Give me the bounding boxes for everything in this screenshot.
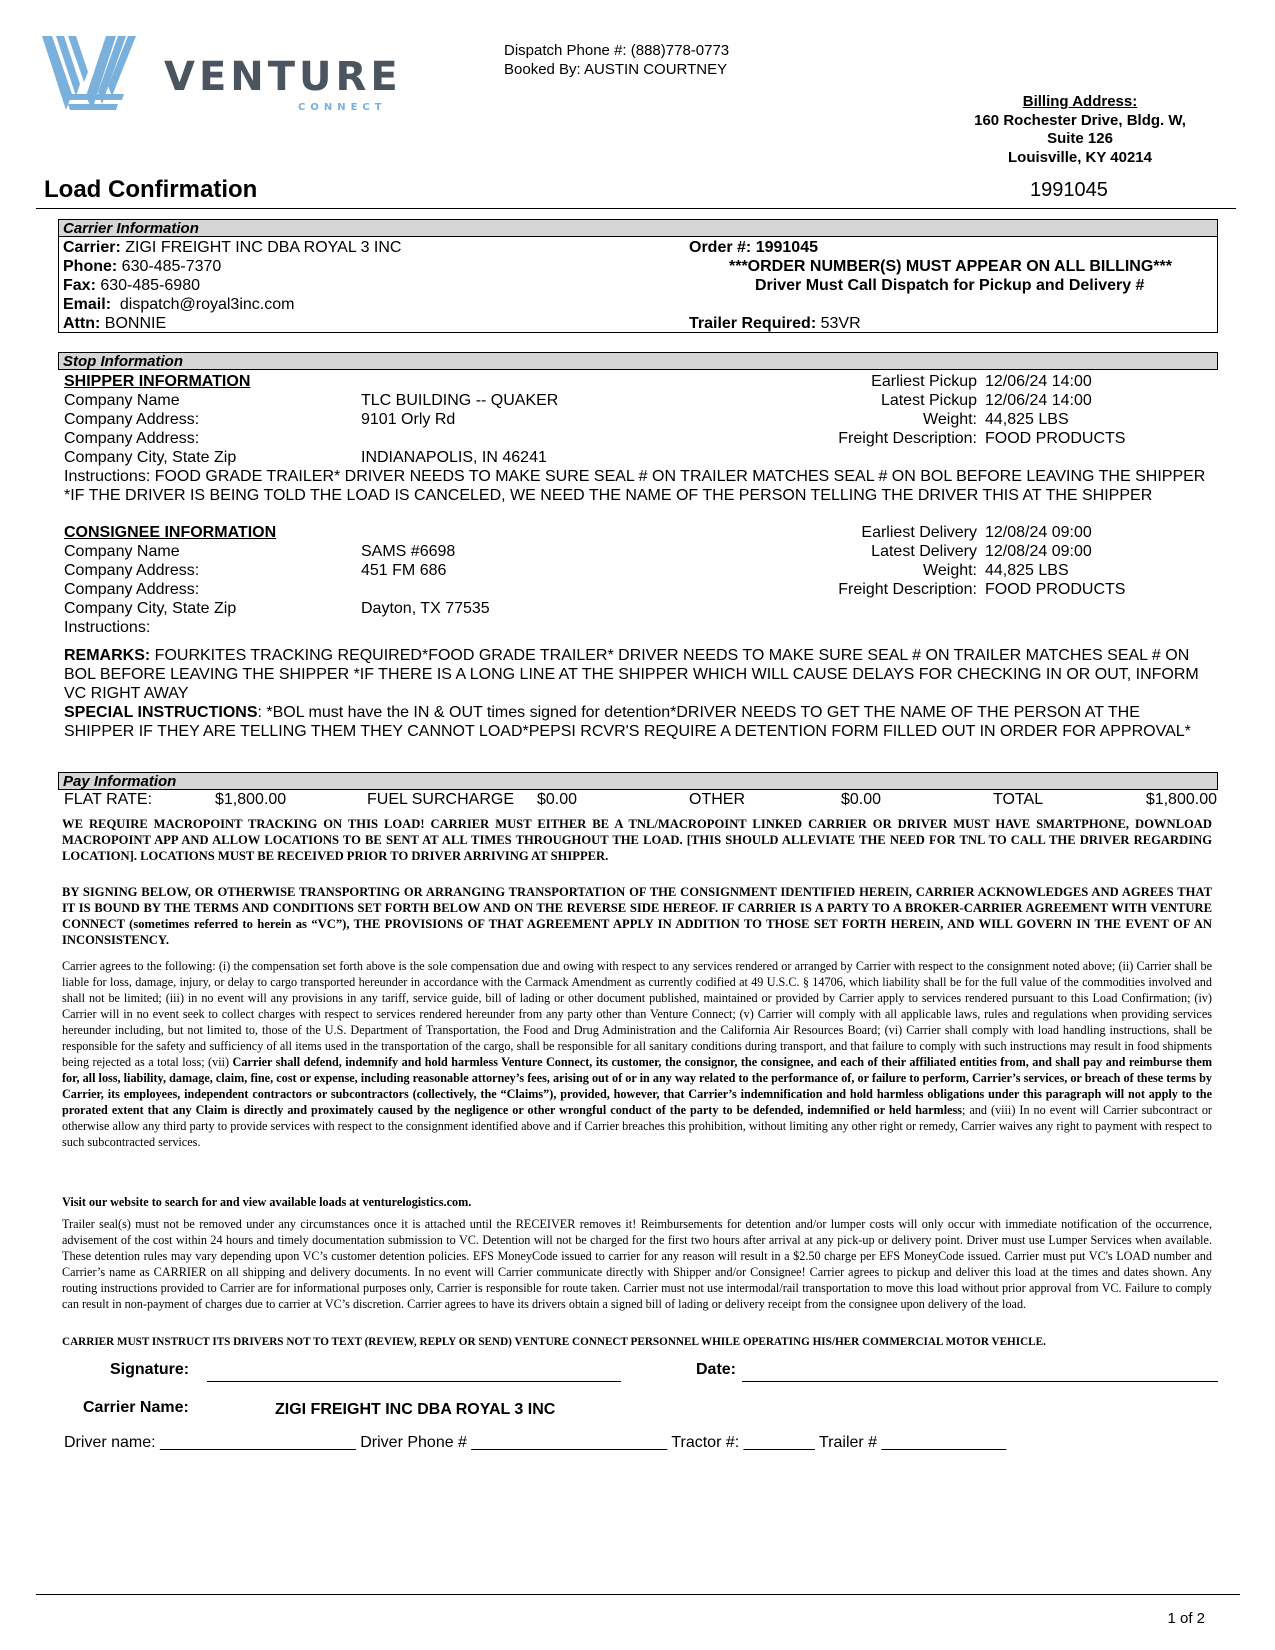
consignee-latest-label: Latest Delivery <box>871 543 977 560</box>
signing-agreement: BY SIGNING BELOW, OR OTHERWISE TRANSPORTING OR ARRANGING TRANSPORTATION OF THE CONSIGNMENT IDENTIFIED HEREIN, CARRIER ACKNOWLEDGES AND AGREES THAT IT IS BOUND BY THE TERMS AND CONDITIONS SET FORTH BELOW AND ON THE REVERSE SIDE HEREOF. IF CARRIER IS A PARTY TO A BROKER-CARRIER AGREEMENT WITH VENTURE CONNECT (sometimes referred to herein as “VC”), THE PROVISIONS OF THAT AGREEMENT APPLY IN ADDITION TO THOSE SET FORTH HEREIN, AND WILL GOVERN IN THE EVENT OF AN INCONSISTENCY. <box>62 885 1212 947</box>
shipper-instructions: Instructions: FOOD GRADE TRAILER* DRIVER NEEDS TO MAKE SURE SEAL # ON TRAILER MATCHES SEAL # ON BOL BEFORE LEAVING THE SHIPPER *IF THE DRIVER IS BEING TOLD THE LOAD IS CANCELED, WE NEED THE NAME OF THE PERSON TELLING THE DRIVER THIS AT THE SHIPPER <box>64 468 1206 504</box>
order-number-row: Order #: 1991045 <box>689 239 818 256</box>
consignee-latest: 12/08/24 09:00 <box>985 543 1092 560</box>
fuel-surcharge-value: $0.00 <box>537 791 578 808</box>
consignee-city-label: Company City, State Zip <box>64 600 237 617</box>
carrier-name-value: ZIGI FREIGHT INC DBA ROYAL 3 INC <box>275 1401 556 1418</box>
consignee-name-label: Company Name <box>64 543 180 560</box>
consignee-address1-label: Company Address: <box>64 562 200 579</box>
trailer-required-row: Trailer Required: 53VR <box>689 315 861 332</box>
shipper-address2-label: Company Address: <box>64 430 200 447</box>
page-number: 1 of 2 <box>1167 1610 1205 1627</box>
shipper-weight: 44,825 LBS <box>985 411 1069 428</box>
billing-line1: 160 Rochester Drive, Bldg. W, <box>974 111 1186 129</box>
fuel-surcharge-label: FUEL SURCHARGE <box>367 791 514 808</box>
shipper-latest-label: Latest Pickup <box>880 392 977 409</box>
flat-rate-label: FLAT RATE: <box>64 791 153 808</box>
shipper-name-label: Company Name <box>64 392 180 409</box>
shipper-city: INDIANAPOLIS, IN 46241 <box>361 449 547 466</box>
signature-line[interactable] <box>207 1381 621 1382</box>
billing-line2: Suite 126 <box>1047 130 1113 147</box>
shipper-freight: FOOD PRODUCTS <box>985 430 1126 447</box>
order-billing-notice: ***ORDER NUMBER(S) MUST APPEAR ON ALL BILLING*** <box>729 258 1172 275</box>
signature-label: Signature: <box>110 1361 190 1378</box>
carrier-phone-row: Phone: 630-485-7370 <box>63 258 222 275</box>
flat-rate-value: $1,800.00 <box>215 791 287 808</box>
texting-notice: CARRIER MUST INSTRUCT ITS DRIVERS NOT TO TEXT (REVIEW, REPLY OR SEND) VENTURE CONNECT PERSONNEL WHILE OPERATING HIS/HER COMMERCIAL MOTOR VEHICLE. <box>62 1336 1046 1348</box>
shipper-earliest-label: Earliest Pickup <box>871 373 977 390</box>
footer-divider <box>36 1594 1240 1595</box>
carrier-attn-row: Attn: BONNIE <box>63 315 167 332</box>
consignee-address2-label: Company Address: <box>64 581 200 598</box>
macropoint-notice: WE REQUIRE MACROPOINT TRACKING ON THIS LOAD! CARRIER MUST EITHER BE A TNL/MACROPOINT LINKED CARRIER OR DRIVER MUST HAVE SMARTPHONE, DOWNLOAD MACROPOINT APP AND ALLOW LOCATIONS TO BE SENT AT ALL TIMES THROUGHOUT THE LOAD. [THIS SHOULD ALLEVIATE THE NEED FOR TNL TO CALL THE DRIVER REGARDING LOCATION]. LOCATIONS MUST BE RECEIVED PRIOR TO DRIVER ARRIVING AT SHIPPER. <box>62 817 1212 863</box>
load-number: 1991045 <box>1030 179 1108 201</box>
shipper-name: TLC BUILDING -- QUAKER <box>361 392 559 409</box>
consignee-address1: 451 FM 686 <box>361 562 447 579</box>
billing-address <box>940 93 1220 167</box>
header-divider <box>36 208 1236 209</box>
stop-section-header: Stop Information <box>58 352 1218 370</box>
total-value: $1,800.00 <box>1145 791 1217 808</box>
carrier-section <box>58 237 1218 333</box>
date-line[interactable] <box>742 1381 1218 1382</box>
billing-label: Billing Address: <box>1022 93 1138 110</box>
carrier-name-row: Carrier: ZIGI FREIGHT INC DBA ROYAL 3 INC <box>63 239 402 256</box>
total-label: TOTAL <box>993 791 1044 808</box>
trailer-seal-terms: Trailer seal(s) must not be removed under any circumstances once it is attached until the RECEIVER removes it! Reimbursements for detention and/or lumper costs will only occur with immediate notification of the occurrence, advisement of the cost within 24 hours and timely documentation submission to VC. Detention will not be charged for the first two hours after arrival at any pick-up or delivery point. Driver must use Lumper Services when available. These detention rules may vary depending upon VC’s customer detention policies. EFS MoneyCode issued to carrier for any reason will result in a $2.50 charge per EFS MoneyCode issued. Carrier must put VC's LOAD number and Carrier’s name as CARRIER on all shipping and delivery documents. In no event will Carrier communicate directly with Shipper and/or Consignee! Carrier agrees to pickup and deliver this load at the times and dates shown. Any routing instructions provided to Carrier are for informational purposes only, Carrier is responsible for route taken. Carrier must not use intermodal/rail transportation to move this load without prior approval from VC. Failure to comply can result in non-payment of charges due to carrier at VC’s discretion. Carrier agrees to have its drivers obtain a signed bill of lading or delivery receipt from the consignee upon delivery of the load. <box>62 1217 1212 1311</box>
consignee-weight-label: Weight: <box>923 562 977 579</box>
consignee-heading: CONSIGNEE INFORMATION <box>64 524 277 541</box>
consignee-city: Dayton, TX 77535 <box>361 600 490 617</box>
other-value: $0.00 <box>841 791 882 808</box>
shipper-freight-label: Freight Description: <box>838 430 977 447</box>
pay-section-header: Pay Information <box>58 772 1218 790</box>
shipper-city-label: Company City, State Zip <box>64 449 237 466</box>
booked-by: Booked By: AUSTIN COURTNEY <box>504 61 728 78</box>
consignee-freight: FOOD PRODUCTS <box>985 581 1126 598</box>
driver-info-line[interactable]: Driver name: ______________________ Driver Phone # ______________________ Tractor #: ________ Trailer # ______________ <box>64 1434 1007 1451</box>
dispatch-phone: Dispatch Phone #: (888)778-0773 <box>504 42 730 59</box>
special-instructions: SPECIAL INSTRUCTIONS: *BOL must have the IN & OUT times signed for detention*DRIVER NEEDS TO GET THE NAME OF THE PERSON AT THE SHIPPER IF THEY ARE TELLING THEM THEY CANNOT LOAD*PEPSI RCVR'S REQUIRE A DETENTION FORM FILLED OUT IN ORDER FOR APPROVAL* <box>64 704 1191 740</box>
shipper-address1: 9101 Orly Rd <box>361 411 456 428</box>
shipper-weight-label: Weight: <box>923 411 977 428</box>
shipper-earliest: 12/06/24 14:00 <box>985 373 1092 390</box>
consignee-weight: 44,825 LBS <box>985 562 1069 579</box>
carrier-email-row: Email: dispatch@royal3inc.com <box>63 296 295 313</box>
carrier-terms: Carrier agrees to the following: (i) the compensation set forth above is the sole compensation due and owing with respect to any services rendered or arranged by Carrier with respect to the consignment noted above; (ii) Carrier shall be liable for loss, damage, injury, or delay to cargo transported hereunder in accordance with the Carmack Amendment as currently codified at 49 U.S.C. § 14706, which liability shall be for the full value of the commodities involved and shall not be limited; (iii) in no event will any provisions in any tariff, service guide, bill of lading or other document published, maintained or provided by Carrier apply to services rendered pursuant to this Load Confirmation; (iv) Carrier will in no event seek to collect charges with respect to services rendered hereunder from any party other than Venture Connect; (v) Carrier will comply with all applicable laws, rules and regulations when providing services hereunder including, but not limited to, those of the U.S. Department of Transportation, the Food and Drug Administration and the California Air Resources Board; (vi) Carrier shall comply with load handling instructions, shall be responsible for the safety and sufficiency of all items used in the transportation of the cargo, shall be responsible for all sanitary conditions during transport, and that failure to comply with such instructions may result in food shipments being rejected as a total loss; (vii) Carrier shall defend, indemnify and hold harmless Venture Connect, its customer, the consignor, the consignee, and each of their affiliated entities from, and shall pay and reimburse them for, all loss, liability, damage, claim, fine, cost or expense, including reasonable attorney’s fees, arising out of or in any way related to the performance of, or failure to perform, Carrier’s services, or breach of these terms by Carrier, its employees, independent contractors or subcontractors (collectively, the “Claims”), provided, however, that Carrier’s indemnification and hold harmless obligations under this paragraph will not apply to the prorated extent that any Claim is directly and proximately caused by the negligence or other wrongful conduct of the party to be defended, indemnified or held harmless; and (viii) In no event will Carrier subcontract or otherwise allow any third party to provide services with respect to the consignment identified above and if Carrier breaches this prohibition, without limiting any other right or remedy, Carrier waives any right to payment with respect to such subcontracted services. <box>62 959 1212 1149</box>
venture-connect-logo <box>42 34 402 124</box>
page-title: Load Confirmation <box>44 176 258 203</box>
other-label: OTHER <box>689 791 745 808</box>
logo-wordmark: VENTURE <box>164 54 402 100</box>
shipper-heading: SHIPPER INFORMATION <box>64 373 251 390</box>
carrier-name-label: Carrier Name: <box>83 1399 189 1416</box>
consignee-earliest-label: Earliest Delivery <box>861 524 977 541</box>
dispatch-call-notice: Driver Must Call Dispatch for Pickup and Delivery # <box>755 277 1145 294</box>
date-label: Date: <box>696 1361 737 1378</box>
website-notice: Visit our website to search for and view available loads at venturelogistics.com. <box>62 1195 472 1209</box>
consignee-name: SAMS #6698 <box>361 543 456 560</box>
logo-subtext: CONNECT <box>298 102 387 113</box>
remarks: REMARKS: FOURKITES TRACKING REQUIRED*FOOD GRADE TRAILER* DRIVER NEEDS TO MAKE SURE SEAL # ON TRAILER MATCHES SEAL # ON BOL BEFORE LEAVING THE SHIPPER *IF THERE IS A LONG LINE AT THE SHIPPER WHICH WILL CAUSE DELAYS FOR CHECKING IN OR OUT, INFORM VC RIGHT AWAY <box>64 647 1199 702</box>
carrier-fax-row: Fax: 630-485-6980 <box>63 277 200 294</box>
shipper-latest: 12/06/24 14:00 <box>985 392 1092 409</box>
shipper-address1-label: Company Address: <box>64 411 200 428</box>
carrier-section-header: Carrier Information <box>58 219 1218 237</box>
consignee-earliest: 12/08/24 09:00 <box>985 524 1092 541</box>
consignee-instructions: Instructions: <box>64 619 151 636</box>
consignee-freight-label: Freight Description: <box>838 581 977 598</box>
billing-line3: Louisville, KY 40214 <box>1008 148 1152 166</box>
